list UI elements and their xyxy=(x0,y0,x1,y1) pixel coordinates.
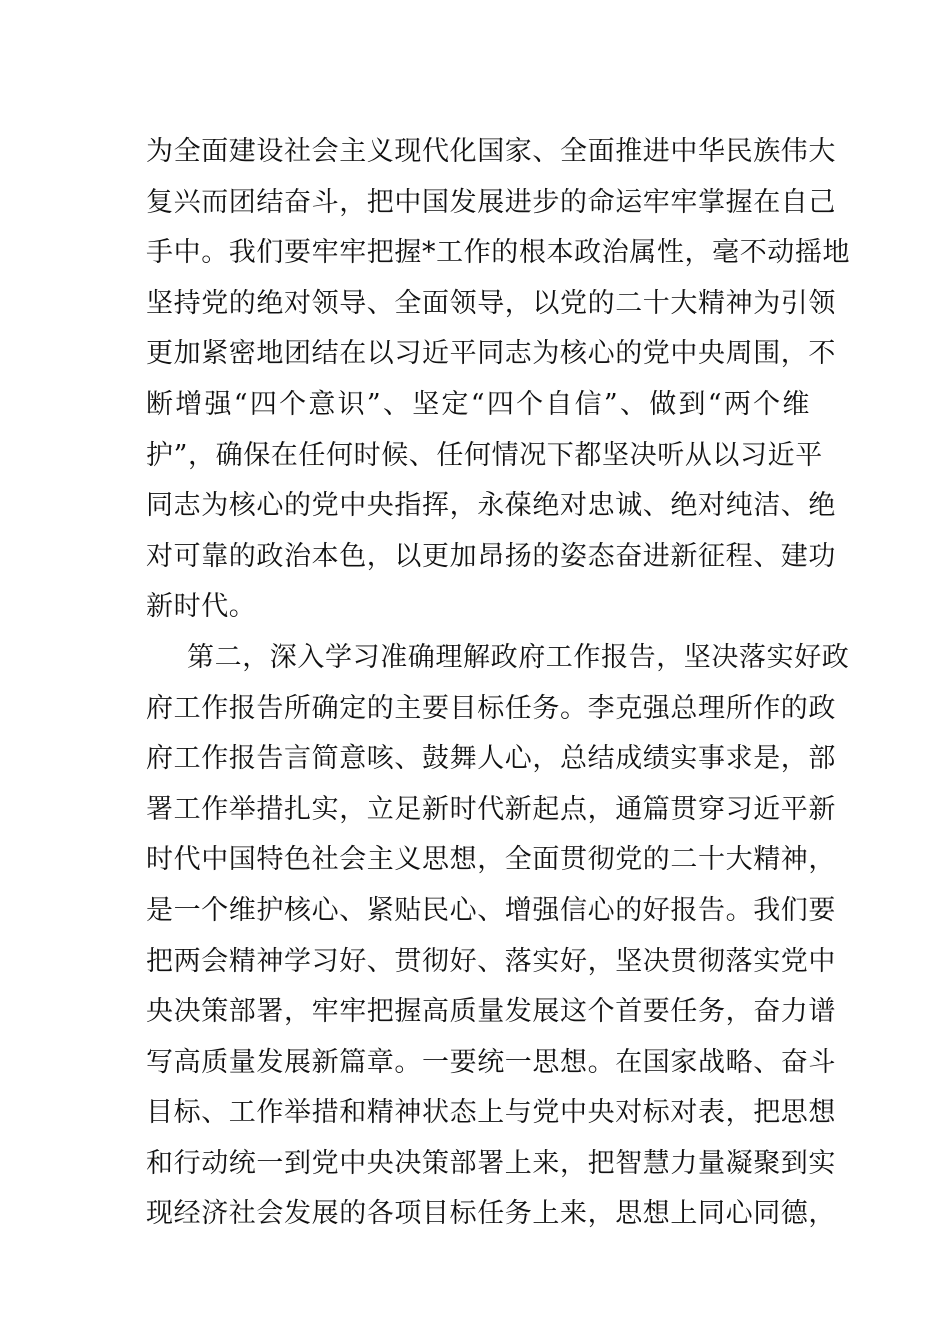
text-line-11: 第二，深入学习准确理解政府工作报告，坚决落实好政 xyxy=(187,641,850,673)
text-line-17: 把两会精神学习好、贯彻好、落实好，坚决贯彻落实党中 xyxy=(146,945,836,977)
text-line-22: 现经济社会发展的各项目标任务上来，思想上同心同德， xyxy=(146,1198,836,1230)
text-line-19: 写高质量发展新篇章。一要统一思想。在国家战略、奋斗 xyxy=(146,1046,836,1078)
text-line-18: 央决策部署，牢牢把握高质量发展这个首要任务，奋力谱 xyxy=(146,996,836,1028)
text-line-9: 对可靠的政治本色，以更加昂扬的姿态奋进新征程、建功 xyxy=(146,540,836,572)
text-line-8: 同志为核心的党中央指挥，永葆绝对忠诚、绝对纯洁、绝 xyxy=(146,490,836,522)
text-line-13: 府工作报告言简意咳、鼓舞人心，总结成绩实事求是，部 xyxy=(146,743,836,775)
text-line-2: 复兴而团结奋斗，把中国发展进步的命运牢牢掌握在自己 xyxy=(146,186,836,218)
text-line-1: 为全面建设社会主义现代化国家、全面推进中华民族伟大 xyxy=(146,136,836,167)
text-line-20: 目标、工作举措和精神状态上与党中央对标对表，把思想 xyxy=(146,1097,836,1129)
text-line-16: 是一个维护核心、紧贴民心、增强信心的好报告。我们要 xyxy=(146,894,836,926)
text-line-21: 和行动统一到党中央决策部署上来，把智慧力量凝聚到实 xyxy=(146,1147,836,1179)
text-line-7: 护”，确保在任何时候、任何情况下都坚决听从以习近平 xyxy=(146,439,823,471)
text-line-6: 断增强“四个意识”、坚定“四个自信”、做到“两个维 xyxy=(146,388,810,420)
body-text xyxy=(146,127,851,1240)
text-line-15: 时代中国特色社会主义思想，全面贯彻党的二十大精神， xyxy=(146,844,836,876)
text-line-3: 手中。我们要牢牢把握*工作的根本政治属性，毫不动摇地 xyxy=(146,237,851,269)
text-line-5: 更加紧密地团结在以习近平同志为核心的党中央周围，不 xyxy=(146,338,836,370)
text-line-14: 署工作举措扎实，立足新时代新起点，通篇贯穿习近平新 xyxy=(146,793,836,825)
text-line-10: 新时代。 xyxy=(146,591,257,623)
text-line-12: 府工作报告所确定的主要目标任务。李克强总理所作的政 xyxy=(146,692,836,724)
text-line-4: 坚持党的绝对领导、全面领导，以党的二十大精神为引领 xyxy=(146,287,836,319)
